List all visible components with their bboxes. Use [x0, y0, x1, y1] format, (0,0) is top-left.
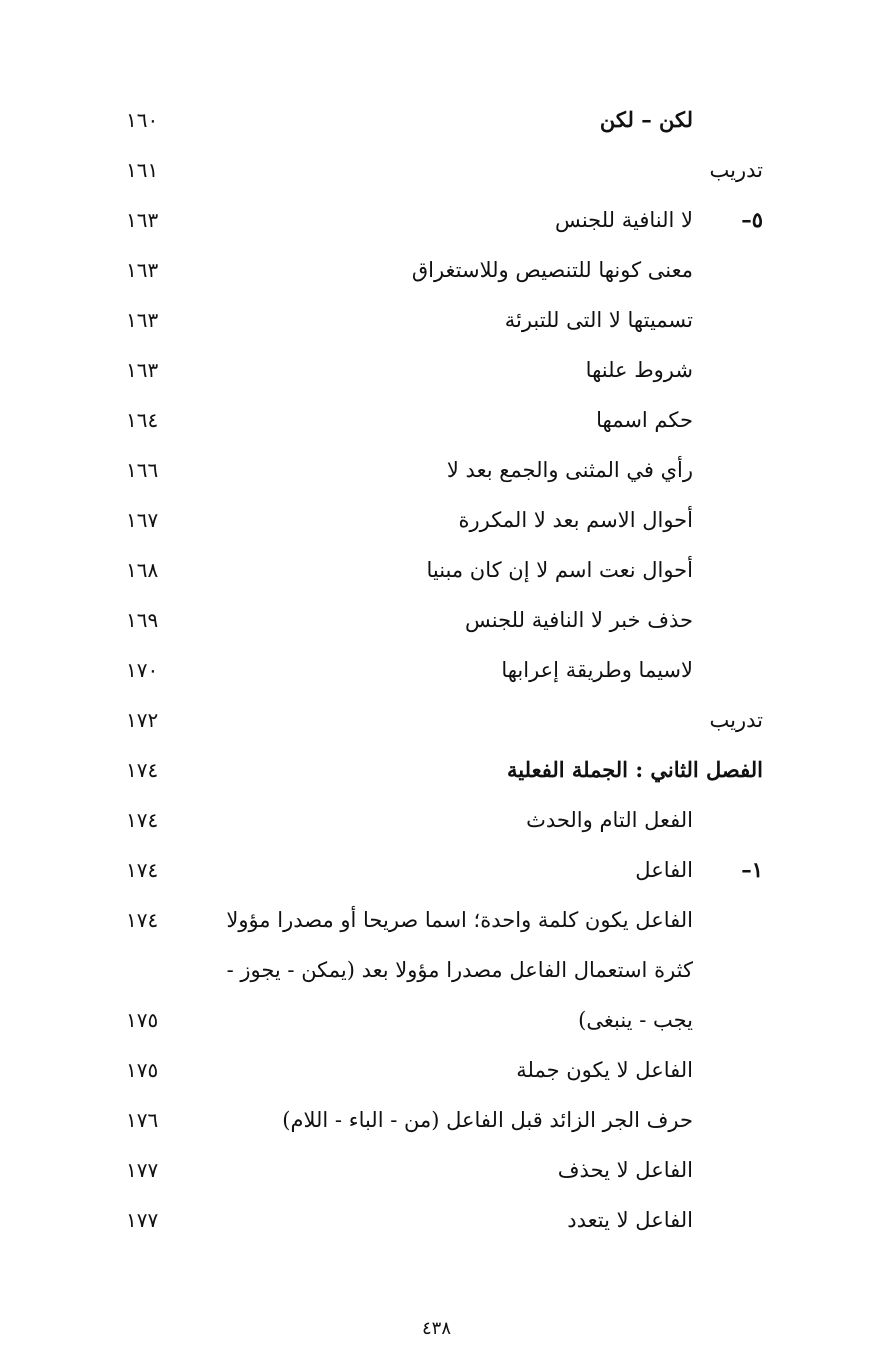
- toc-entry-page: ١٧٤: [126, 808, 159, 832]
- toc-entry: [0, 1100, 873, 1140]
- toc-entry-title: تسميتها لا التى للتبرئة: [504, 308, 693, 332]
- toc-entry: [0, 1200, 873, 1240]
- toc-entry-page: ١٧٤: [126, 858, 159, 882]
- toc-entry-page: ١٧٤: [126, 758, 159, 782]
- toc-entry-title: الفصل الثاني : الجملة الفعلية: [507, 757, 763, 782]
- toc-entry: [0, 1000, 873, 1040]
- toc-entry-page: ١٦٦: [126, 458, 159, 482]
- toc-entry-title: لكن – لكن: [599, 107, 693, 132]
- toc-entry-page: ١٧٧: [126, 1208, 159, 1232]
- toc-entry-title: أحوال نعت اسم لا إن كان مبنيا: [426, 558, 693, 582]
- toc-entry-title: الفاعل لا يتعدد: [567, 1208, 693, 1232]
- toc-entry: [0, 1150, 873, 1190]
- toc-entry: [0, 900, 873, 940]
- toc-entry: [0, 750, 873, 790]
- toc-entry: [0, 1050, 873, 1090]
- toc-entry: [0, 350, 873, 390]
- toc-entry-title: لاسيما وطريقة إعرابها: [501, 658, 693, 682]
- toc-entry-page: ١٦٨: [126, 558, 159, 582]
- toc-entry: [0, 950, 873, 990]
- toc-entry-page: ١٧٠: [126, 658, 159, 682]
- toc-entry-page: ١٧٥: [126, 1058, 159, 1082]
- toc-entry-marker: ١–: [741, 857, 763, 882]
- toc-entry-title: الفاعل: [635, 858, 693, 882]
- page-number: ٤٣٨: [421, 1318, 451, 1339]
- toc-entry: [0, 200, 873, 240]
- toc-entry-page: ١٧٥: [126, 1008, 159, 1032]
- toc-entry-title: يجب - ينبغى): [578, 1008, 693, 1032]
- toc-entry-title: الفعل التام والحدث: [526, 808, 693, 832]
- toc-entry-title: لا النافية للجنس: [555, 208, 693, 232]
- toc-entry-page: ١٧٢: [126, 708, 159, 732]
- toc-entry: [0, 600, 873, 640]
- toc-entry-title: الفاعل لا يحذف: [557, 1158, 693, 1182]
- toc-entry-page: ١٦٣: [126, 308, 159, 332]
- toc-entry-page: ١٧٤: [126, 908, 159, 932]
- toc-entry-title: كثرة استعمال الفاعل مصدرا مؤولا بعد (يمكن - يجوز -: [226, 958, 693, 982]
- toc-entry-page: ١٦١: [126, 158, 159, 182]
- toc-entry-page: ١٧٧: [126, 1158, 159, 1182]
- toc-entry-page: ١٦٧: [126, 508, 159, 532]
- toc-entry-title: شروط علنها: [585, 358, 693, 382]
- toc-entry-page: ١٦٣: [126, 358, 159, 382]
- toc-entry: [0, 150, 873, 190]
- toc-entry-title: حذف خبر لا النافية للجنس: [465, 608, 693, 632]
- toc-entry: [0, 800, 873, 840]
- toc-entry: [0, 100, 873, 140]
- toc-entry: [0, 650, 873, 690]
- toc-entry: [0, 450, 873, 490]
- toc-entry: [0, 400, 873, 440]
- toc-entry-title: معنى كونها للتنصيص وللاستغراق: [411, 258, 693, 282]
- toc-entry-page: ١٦٤: [126, 408, 159, 432]
- toc-entry-title: تدريب: [709, 708, 763, 732]
- toc-entry-page: ١٦٠: [126, 108, 159, 132]
- toc-entry-title: أحوال الاسم بعد لا المكررة: [458, 508, 693, 532]
- toc-entry: [0, 850, 873, 890]
- toc-entry-title: تدريب: [709, 158, 763, 182]
- toc-entry-page: ١٦٣: [126, 258, 159, 282]
- toc-entry: [0, 300, 873, 340]
- toc-entry-title: حكم اسمها: [596, 408, 693, 432]
- toc-entry-title: الفاعل لا يكون جملة: [516, 1058, 693, 1082]
- toc-entry-marker: ٥–: [741, 207, 763, 232]
- toc-entry-title: الفاعل يكون كلمة واحدة؛ اسما صريحا أو مصدرا مؤولا: [226, 908, 693, 932]
- toc-entry-title: حرف الجر الزائد قبل الفاعل (من - الباء - اللام): [282, 1108, 693, 1132]
- toc-entry-title: رأي في المثنى والجمع بعد لا: [446, 458, 693, 482]
- toc-entry-page: ١٦٩: [126, 608, 159, 632]
- toc-entry: [0, 500, 873, 540]
- toc-entry: [0, 550, 873, 590]
- toc-entry: [0, 250, 873, 290]
- toc-entry: [0, 700, 873, 740]
- toc-entry-page: ١٧٦: [126, 1108, 159, 1132]
- toc-entry-page: ١٦٣: [126, 208, 159, 232]
